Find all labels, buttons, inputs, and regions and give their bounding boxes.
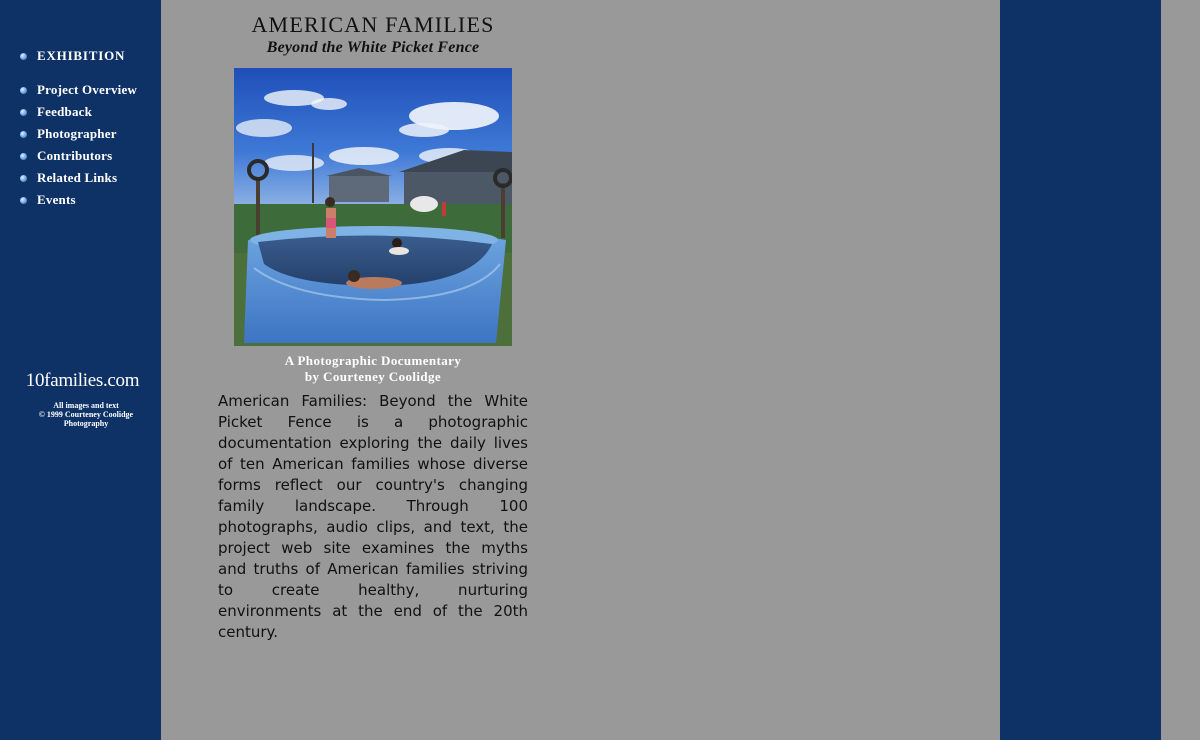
bullet-icon (20, 131, 27, 138)
nav-item-label: Related Links (37, 170, 118, 185)
nav-exhibition-label: EXHIBITION (37, 48, 126, 63)
right-margin (1161, 0, 1200, 740)
copyright-line: Photography (63, 419, 109, 428)
copyright-line: All images and text (53, 401, 119, 410)
caption-line: A Photographic Documentary (284, 353, 462, 368)
copyright-notice (20, 401, 152, 428)
bullet-icon (20, 197, 27, 204)
nav-events[interactable] (20, 192, 76, 208)
right-sidebar (1000, 0, 1161, 740)
pool-photo-illustration (234, 68, 512, 346)
caption-line: by Courteney Coolidge (304, 369, 442, 384)
nav-project-overview[interactable] (20, 82, 137, 98)
page-subtitle: Beyond the White Picket Fence (266, 39, 480, 56)
nav-related-links[interactable] (20, 170, 117, 186)
project-description: American Families: Beyond the White Picket Fence is a photographic documentation exploring the daily lives of ten American families whose diverse forms reflect our country's changing family landscape. Through 100 photographs, audio clips, and text, the project web site examines the myths and truths of American families striving to create healthy, nurturing environments at the end of the 20th century. (218, 392, 528, 641)
nav-contributors[interactable] (20, 148, 112, 164)
nav-feedback[interactable] (20, 104, 92, 120)
copyright-line: © 1999 Courteney Coolidge (38, 410, 134, 419)
nav-item-label: Contributors (37, 148, 113, 163)
nav-item-label: Feedback (37, 104, 93, 119)
bullet-icon (20, 153, 27, 160)
site-name-logo[interactable]: 10families.com (25, 370, 140, 391)
bullet-icon (20, 87, 27, 94)
page-title: AMERICAN FAMILIES (251, 12, 495, 37)
nav-item-label: Events (37, 192, 76, 207)
nav-exhibition[interactable] (20, 48, 125, 64)
bullet-icon (20, 109, 27, 116)
nav-item-label: Project Overview (37, 82, 138, 97)
nav-photographer[interactable] (20, 126, 117, 142)
bullet-icon (20, 53, 27, 60)
nav-item-label: Photographer (37, 126, 117, 141)
featured-photo (234, 68, 512, 346)
left-sidebar (0, 0, 161, 740)
bullet-icon (20, 175, 27, 182)
photo-caption (218, 353, 528, 385)
